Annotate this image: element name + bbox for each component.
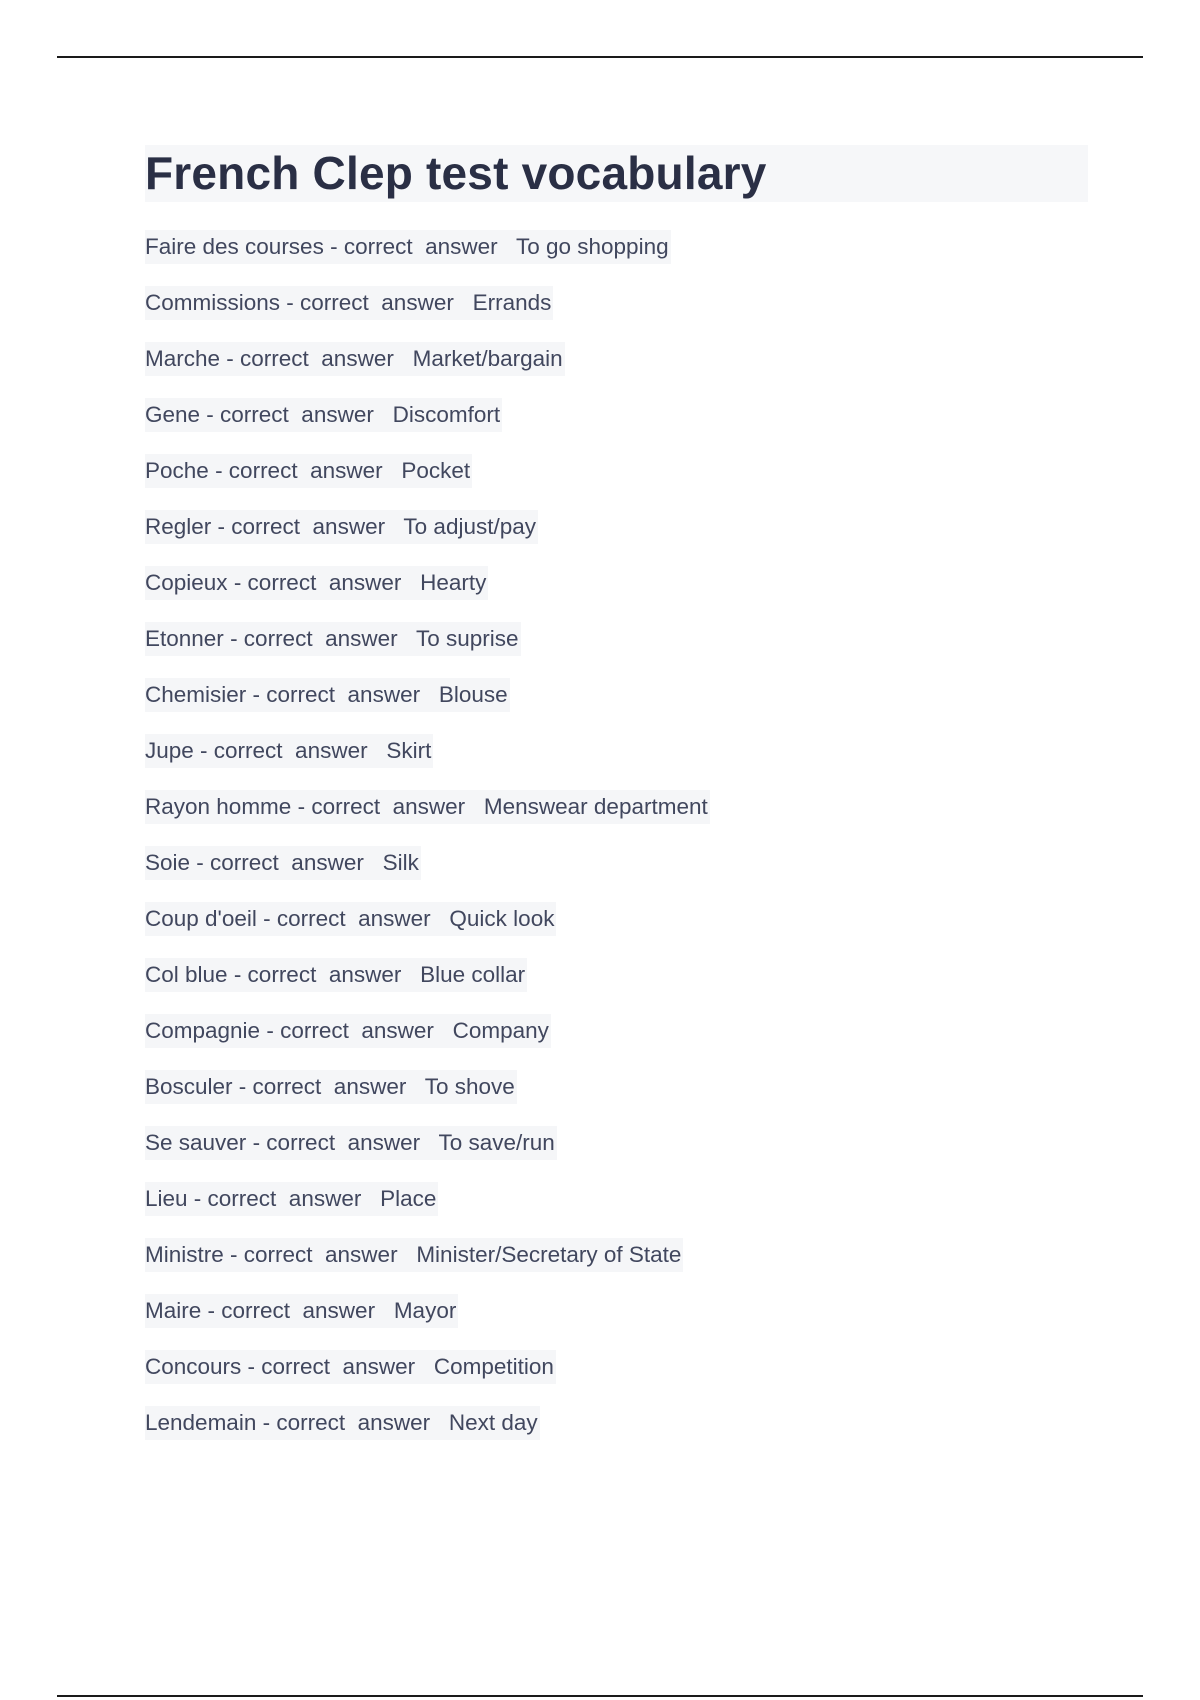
vocabulary-entry <box>145 566 488 600</box>
list-item <box>145 499 1090 555</box>
entry-answer-label: - correct answer <box>256 1409 449 1435</box>
entry-answer-label: - correct answer <box>223 625 416 651</box>
vocabulary-entry <box>145 846 421 880</box>
entry-answer-label: - correct answer <box>227 569 421 595</box>
vocabulary-entry <box>145 1014 551 1048</box>
entry-definition: Silk <box>382 849 419 875</box>
list-item <box>145 1115 1090 1171</box>
document-body <box>145 145 1090 1451</box>
entry-definition: Market/bargain <box>412 345 563 371</box>
entry-definition: Next day <box>448 1409 538 1435</box>
entry-definition: Discomfort <box>392 401 501 427</box>
list-item <box>145 723 1090 779</box>
entry-answer-label: - correct answer <box>280 289 473 315</box>
entry-definition: Minister/Secretary of State <box>416 1241 682 1267</box>
entry-answer-label: - correct answer <box>291 793 484 819</box>
entry-answer-label: - correct answer <box>190 849 383 875</box>
entry-term: Col blue <box>145 961 228 987</box>
entry-definition: To adjust/pay <box>403 513 537 539</box>
vocabulary-entry <box>145 398 502 432</box>
vocabulary-entry <box>145 1182 438 1216</box>
list-item <box>145 667 1090 723</box>
entry-definition: Skirt <box>386 737 432 763</box>
entry-answer-label: - correct answer <box>256 905 450 931</box>
entry-answer-label: - correct answer <box>232 1073 425 1099</box>
list-item <box>145 891 1090 947</box>
entry-answer-label: - correct answer <box>211 513 404 539</box>
entry-definition: Hearty <box>420 569 487 595</box>
vocabulary-entry <box>145 230 671 264</box>
entry-definition: Company <box>452 1017 549 1043</box>
vocabulary-entry <box>145 622 521 656</box>
entry-term: Coup d'oeil <box>145 905 257 931</box>
entry-answer-label: - correct answer <box>200 401 393 427</box>
entry-term: Marche <box>145 345 221 371</box>
list-item <box>145 779 1090 835</box>
list-item <box>145 443 1090 499</box>
vocabulary-entry <box>145 678 510 712</box>
vocabulary-entry <box>145 1350 556 1384</box>
vocabulary-entry <box>145 454 472 488</box>
entry-term: Commissions <box>145 289 281 315</box>
entry-answer-label: - correct answer <box>220 345 413 371</box>
entry-answer-label: - correct answer <box>193 737 387 763</box>
vocabulary-entry <box>145 286 553 320</box>
vocabulary-entry <box>145 510 538 544</box>
vocabulary-entry <box>145 1294 458 1328</box>
list-item <box>145 947 1090 1003</box>
entry-answer-label: - correct answer <box>241 1353 434 1379</box>
list-item <box>145 219 1090 275</box>
entry-term: Concours <box>145 1353 242 1379</box>
entry-term: Faire des courses <box>145 233 324 259</box>
title-band <box>145 145 1088 202</box>
entry-definition: Blouse <box>438 681 508 707</box>
entry-term: Rayon homme <box>145 793 292 819</box>
entry-definition: Mayor <box>393 1297 457 1323</box>
top-rule <box>57 56 1143 58</box>
list-item <box>145 835 1090 891</box>
entry-term: Chemisier <box>145 681 247 707</box>
entry-answer-label: - correct answer <box>323 233 516 259</box>
entry-answer-label: - correct answer <box>223 1241 417 1267</box>
vocabulary-entry <box>145 1070 517 1104</box>
vocabulary-entry <box>145 1238 683 1272</box>
page-title: French Clep test vocabulary <box>145 147 767 199</box>
vocabulary-entry <box>145 342 565 376</box>
list-item <box>145 387 1090 443</box>
vocabulary-list <box>145 219 1090 1451</box>
vocabulary-entry <box>145 958 527 992</box>
entry-answer-label: - correct answer <box>246 1129 439 1155</box>
entry-term: Etonner <box>145 625 224 651</box>
entry-definition: Errands <box>472 289 552 315</box>
vocabulary-entry <box>145 734 433 768</box>
entry-definition: To suprise <box>415 625 519 651</box>
list-item <box>145 275 1090 331</box>
entry-term: Gene <box>145 401 201 427</box>
list-item <box>145 1171 1090 1227</box>
entry-answer-label: - correct answer <box>227 961 421 987</box>
list-item <box>145 1003 1090 1059</box>
list-item <box>145 1283 1090 1339</box>
entry-term: Lendemain <box>145 1409 257 1435</box>
entry-term: Bosculer <box>145 1073 233 1099</box>
entry-definition: Competition <box>433 1353 554 1379</box>
entry-answer-label: - correct answer <box>260 1017 453 1043</box>
vocabulary-entry <box>145 1406 540 1440</box>
entry-term: Soie <box>145 849 191 875</box>
entry-definition: Pocket <box>401 457 471 483</box>
entry-answer-label: - correct answer <box>201 1297 394 1323</box>
entry-term: Regler <box>145 513 212 539</box>
entry-definition: Blue collar <box>420 961 526 987</box>
list-item <box>145 1227 1090 1283</box>
entry-answer-label: - correct answer <box>187 1185 381 1211</box>
entry-term: Copieux <box>145 569 228 595</box>
entry-answer-label: - correct answer <box>246 681 439 707</box>
entry-answer-label: - correct answer <box>208 457 402 483</box>
entry-definition: To shove <box>424 1073 515 1099</box>
list-item <box>145 1395 1090 1451</box>
entry-definition: To go shopping <box>515 233 669 259</box>
entry-term: Maire <box>145 1297 202 1323</box>
entry-definition: To save/run <box>438 1129 555 1155</box>
vocabulary-entry <box>145 790 710 824</box>
entry-term: Lieu <box>145 1185 188 1211</box>
entry-term: Poche <box>145 457 209 483</box>
entry-definition: Place <box>380 1185 437 1211</box>
entry-term: Jupe <box>145 737 194 763</box>
list-item <box>145 1339 1090 1395</box>
list-item <box>145 331 1090 387</box>
vocabulary-entry <box>145 902 556 936</box>
list-item <box>145 1059 1090 1115</box>
entry-term: Ministre <box>145 1241 224 1267</box>
entry-definition: Quick look <box>449 905 555 931</box>
list-item <box>145 555 1090 611</box>
entry-definition: Menswear department <box>483 793 708 819</box>
vocabulary-entry <box>145 1126 557 1160</box>
list-item <box>145 611 1090 667</box>
entry-term: Se sauver <box>145 1129 247 1155</box>
entry-term: Compagnie <box>145 1017 261 1043</box>
bottom-rule <box>57 1695 1143 1697</box>
